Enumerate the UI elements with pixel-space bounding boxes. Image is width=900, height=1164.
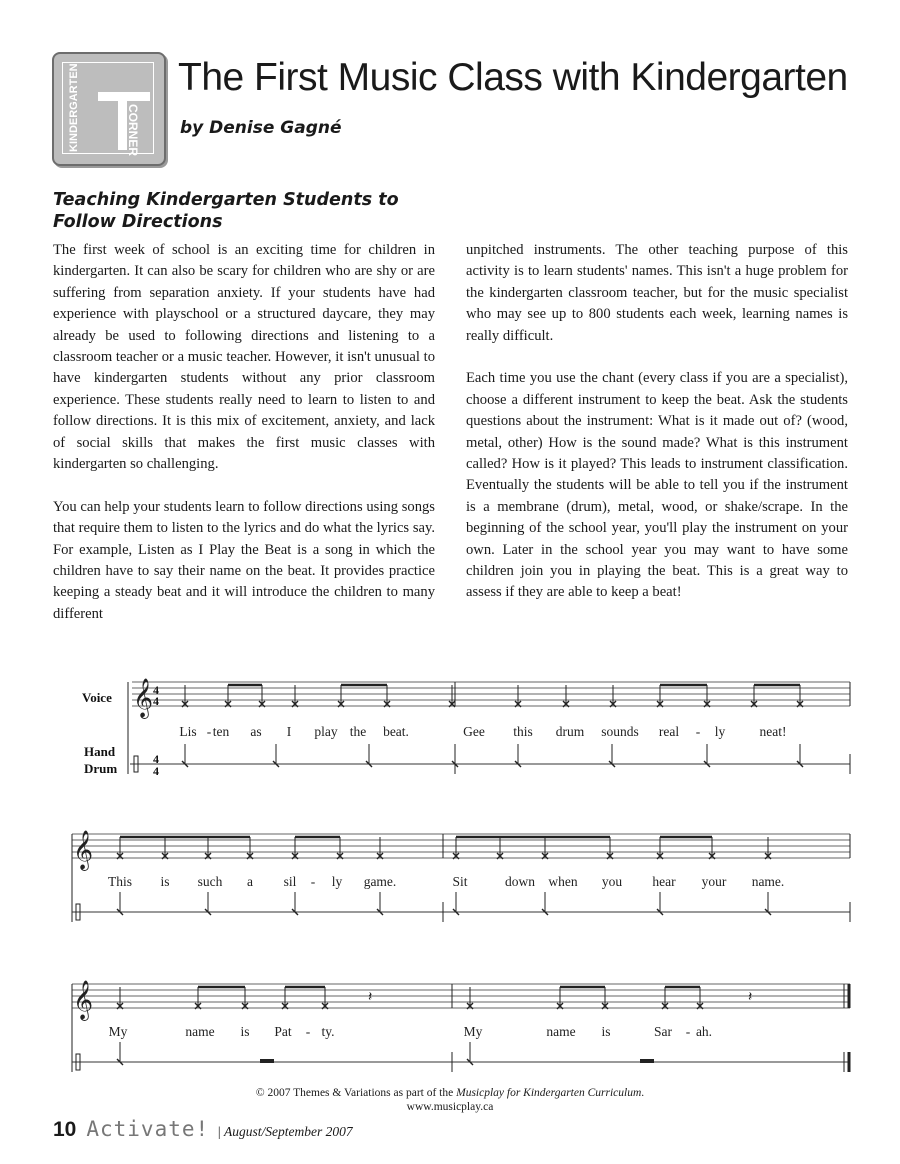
lyric-syllable: hear [652, 874, 676, 889]
lyric-syllable: sounds [601, 724, 639, 739]
logo-text-corner: CORNER [126, 104, 140, 157]
lyric-syllable: is [160, 874, 170, 889]
issue-date: | August/September 2007 [217, 1124, 353, 1139]
lyric-syllable: beat. [383, 724, 409, 739]
lyric-syllable: Gee [463, 724, 485, 739]
lyric-syllable: is [240, 1024, 250, 1039]
lyric-syllable: a [247, 874, 253, 889]
lyric-syllable: play [314, 724, 338, 739]
lyric-syllable: the [349, 724, 367, 739]
lyric-syllable: name [546, 1024, 576, 1039]
lyric-syllable: - [305, 1024, 311, 1039]
lyric-syllable: Lis [179, 724, 197, 739]
quarter-rest-icon: 𝄽 [748, 989, 753, 1005]
lyric-syllable: real [658, 724, 680, 739]
lyric-syllable: My [463, 1024, 483, 1039]
lyric-syllable: Sit [452, 874, 468, 889]
paragraph: You can help your students learn to follow directions using songs that require them to listen to the lyrics and do what the lyrics say. For example, Listen as I Play the Beat is a song in which the children have to say their name on the beat. It provides practice keeping a steady beat and it will introduce the children to many different [53, 498, 435, 622]
lyric-syllable: you [601, 874, 623, 889]
drum-label-hand: Hand [84, 744, 116, 759]
lyric-syllable: game. [363, 874, 397, 889]
lyric-syllable: such [197, 874, 223, 889]
treble-clef-icon: 𝄞 [133, 678, 154, 718]
page-footer [53, 1117, 353, 1142]
treble-clef-icon: 𝄞 [73, 830, 94, 870]
whole-rest-icon [640, 1059, 654, 1063]
lyric-syllable: ten [212, 724, 230, 739]
lyric-syllable: - [695, 724, 701, 739]
lyric-syllable: this [513, 724, 533, 739]
drum-label-drum: Drum [84, 761, 118, 776]
section-heading: Teaching Kindergarten Students to Follow Directions [53, 190, 399, 232]
lyric-syllable: neat! [759, 724, 787, 739]
lyric-syllable: down [505, 874, 535, 889]
logo-text-kindergarten: KINDERGARTEN [68, 63, 80, 152]
voice-label: Voice [82, 690, 112, 705]
lyric-syllable: This [107, 874, 133, 889]
quarter-rest-icon: 𝄽 [368, 989, 373, 1005]
lyric-syllable: - [310, 874, 316, 889]
lyric-syllable: Sar [654, 1024, 672, 1039]
lyric-syllable: - [206, 724, 212, 739]
lyric-syllable: name [185, 1024, 215, 1039]
lyric-syllable: - [685, 1024, 691, 1039]
lyric-syllable: ly [331, 874, 343, 889]
lyric-syllable: ly [714, 724, 726, 739]
paragraph: The first week of school is an exciting time for children in kindergarten. It can also be scary for children who are shy or are suffering from separation anxiety. If your students have had experience with playschool or a structured daycare, they may already be used to following directions and listening to a classroom teacher or a music teacher. However, it isn't unusual to have kindergarten students without any prior classroom experience. These students really need to learn to listen to and follow directions. It is this mix of excitement, anxiety, and lack of social skills that makes the first music classes with kindergarten so challenging. [53, 242, 435, 473]
lyric-syllable: Pat [274, 1024, 292, 1039]
page-number: 10 [53, 1118, 77, 1141]
lyric-syllable: name. [751, 874, 785, 889]
paragraph: Each time you use the chant (every class if you are a specialist), choose a different instrument to keep the beat. Ask the students questions about the instrument: What is it made out of? (wood, metal, other) How is the sound made? What is this instrument called? How is it played? This leads to instrument classification. Eventually the students will be able to tell you if the instrument is a membrane (drum), metal, wood, or shake/scrape. In the beginning of the school year, you'll play the instrument on your own. Later in the school year you may want to have some children join you in playing the beat. This is a great way to assess if they are able to keep a beat! [466, 370, 848, 601]
lyric-syllable: sil [283, 874, 297, 889]
treble-clef-icon: 𝄞 [73, 980, 94, 1020]
time-signature-top: 4 [153, 683, 159, 697]
copyright-credit: © 2007 Themes & Variations as part of the Musicplay for Kindergarten Curriculum. www.musicplay.ca [0, 1086, 900, 1114]
lyric-syllable: when [548, 874, 578, 889]
lyric-syllable: My [108, 1024, 128, 1039]
lyric-syllable: as [250, 724, 262, 739]
lyric-syllable: your [701, 874, 727, 889]
time-signature-top: 4 [153, 752, 159, 766]
lyric-syllable: ah. [695, 1024, 713, 1039]
magazine-logo: Activate! [86, 1117, 210, 1141]
lyric-syllable: I [286, 724, 292, 739]
paragraph: unpitched instruments. The other teaching purpose of this activity is to learn students' names. This isn't a huge problem for the kindergarten classroom teacher, but for the music specialist who may see up to 800 students each week, learning names is really difficult. [466, 242, 848, 344]
lyric-syllable: ty. [321, 1024, 335, 1039]
byline: by Denise Gagné [180, 118, 342, 138]
whole-rest-icon [260, 1059, 274, 1063]
time-signature-bottom: 4 [153, 764, 159, 778]
time-signature-bottom: 4 [153, 694, 159, 708]
lyric-syllable: drum [555, 724, 585, 739]
website-link: www.musicplay.ca [406, 1101, 494, 1113]
lyric-syllable: is [601, 1024, 611, 1039]
page-title: The First Music Class with Kindergarten [178, 56, 848, 99]
